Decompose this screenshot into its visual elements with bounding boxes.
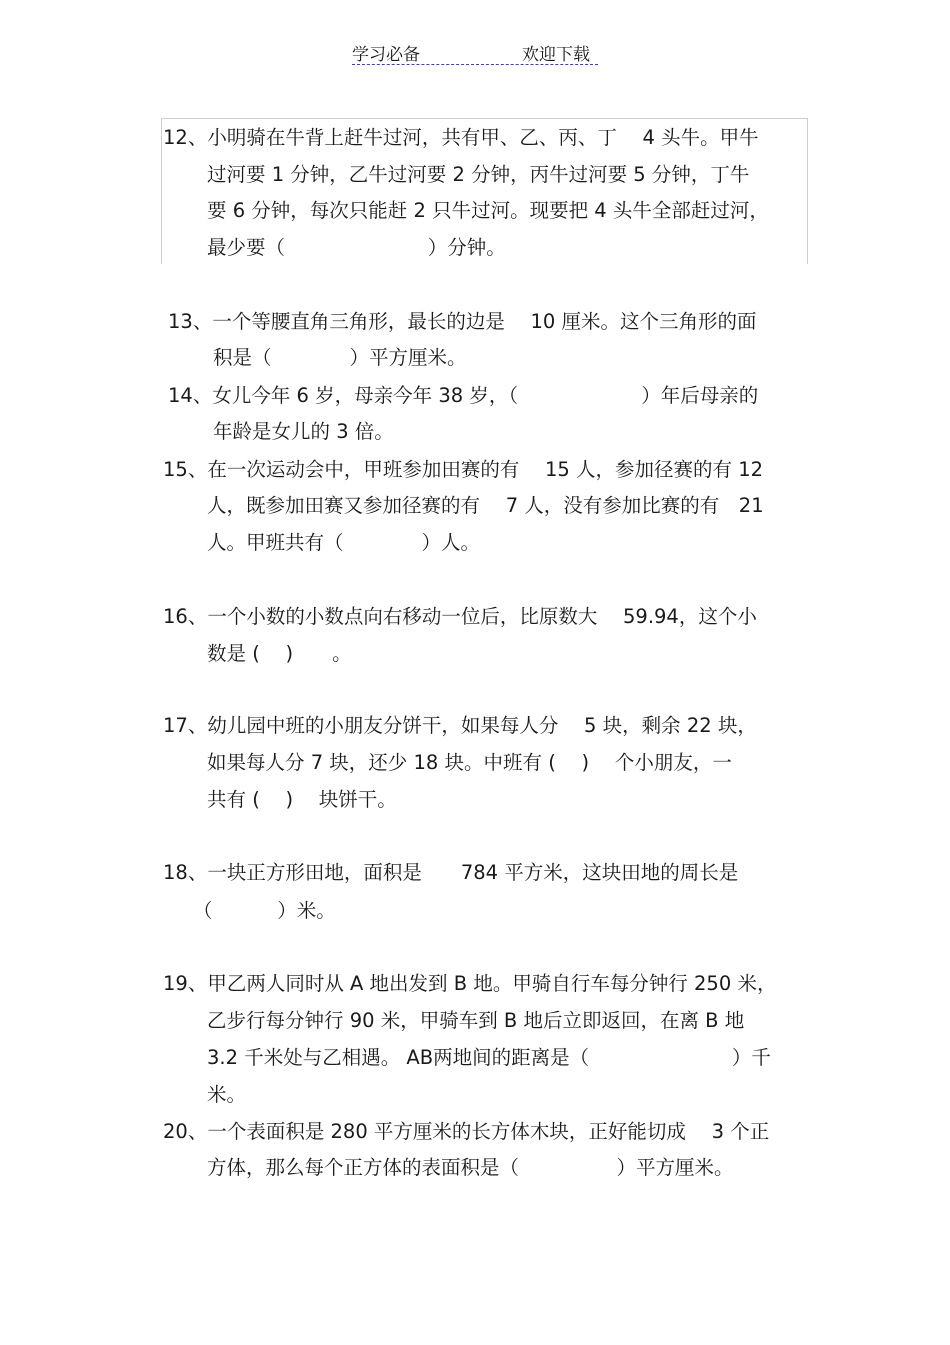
q12-line-2: 过河要 1 分钟，乙牛过河要 2 分钟，丙牛过河要 5 分钟，丁牛 — [207, 163, 750, 186]
q14-line-2: 年龄是女儿的 3 倍。 — [213, 420, 394, 443]
q18-line-2: （ ）米。 — [193, 899, 336, 922]
q13-line-1: 13、一个等腰直角三角形，最长的边是 10 厘米。这个三角形的面 — [168, 310, 757, 333]
q15-line-1: 15、在一次运动会中，甲班参加田赛的有 15 人，参加径赛的有 12 — [163, 458, 764, 481]
q19-line-2: 乙步行每分钟行 90 米，甲骑车到 B 地后立即返回，在离 B 地 — [207, 1009, 745, 1032]
header-dashed-rule — [352, 64, 598, 65]
header-left-text: 学习必备 — [352, 45, 420, 65]
q17-line-1: 17、幼儿园中班的小朋友分饼干，如果每人分 5 块，剩余 22 块， — [163, 714, 757, 737]
q19-line-1: 19、甲乙两人同时从 A 地出发到 B 地。甲骑自行车每分钟行 250 米， — [163, 972, 777, 995]
q13-line-2: 积是（ ）平方厘米。 — [213, 346, 467, 369]
q16-line-1: 16、一个小数的小数点向右移动一位后，比原数大 59.94，这个小 — [163, 605, 757, 628]
q19-line-3: 3.2 千米处与乙相遇。 AB两地间的距离是（ ）千 — [207, 1046, 771, 1069]
q19-line-4: 米。 — [207, 1083, 247, 1106]
q18-line-1: 18、一块正方形田地，面积是 784 平方米，这块田地的周长是 — [163, 861, 739, 884]
q15-line-2: 人，既参加田赛又参加径赛的有 7 人，没有参加比赛的有 21 — [207, 494, 764, 517]
q20-line-1: 20、一个表面积是 280 平方厘米的长方体木块，正好能切成 3 个正 — [163, 1120, 770, 1143]
q20-line-2: 方体，那么每个正方体的表面积是（ ）平方厘米。 — [207, 1156, 734, 1179]
q12-line-4: 最少要（ ）分钟。 — [207, 236, 506, 259]
q17-line-2: 如果每人分 7 块，还少 18 块。中班有 ( ) 个小朋友，一 — [207, 751, 732, 774]
page-header — [352, 40, 598, 66]
header-right-text: 欢迎下载 — [522, 45, 590, 65]
q16-line-2: 数是 ( ) 。 — [207, 642, 352, 665]
q14-line-1: 14、女儿今年 6 岁，母亲今年 38 岁，（ ）年后母亲的 — [168, 384, 759, 407]
q12-line-3: 要 6 分钟，每次只能赶 2 只牛过河。现要把 4 头牛全部赶过河， — [207, 199, 769, 222]
q12-line-1: 12、小明骑在牛背上赶牛过河，共有甲、乙、丙、丁 4 头牛。甲牛 — [163, 126, 759, 149]
q17-line-3: 共有 ( ) 块饼干。 — [207, 788, 397, 811]
q15-line-3: 人。甲班共有（ ）人。 — [207, 531, 481, 554]
